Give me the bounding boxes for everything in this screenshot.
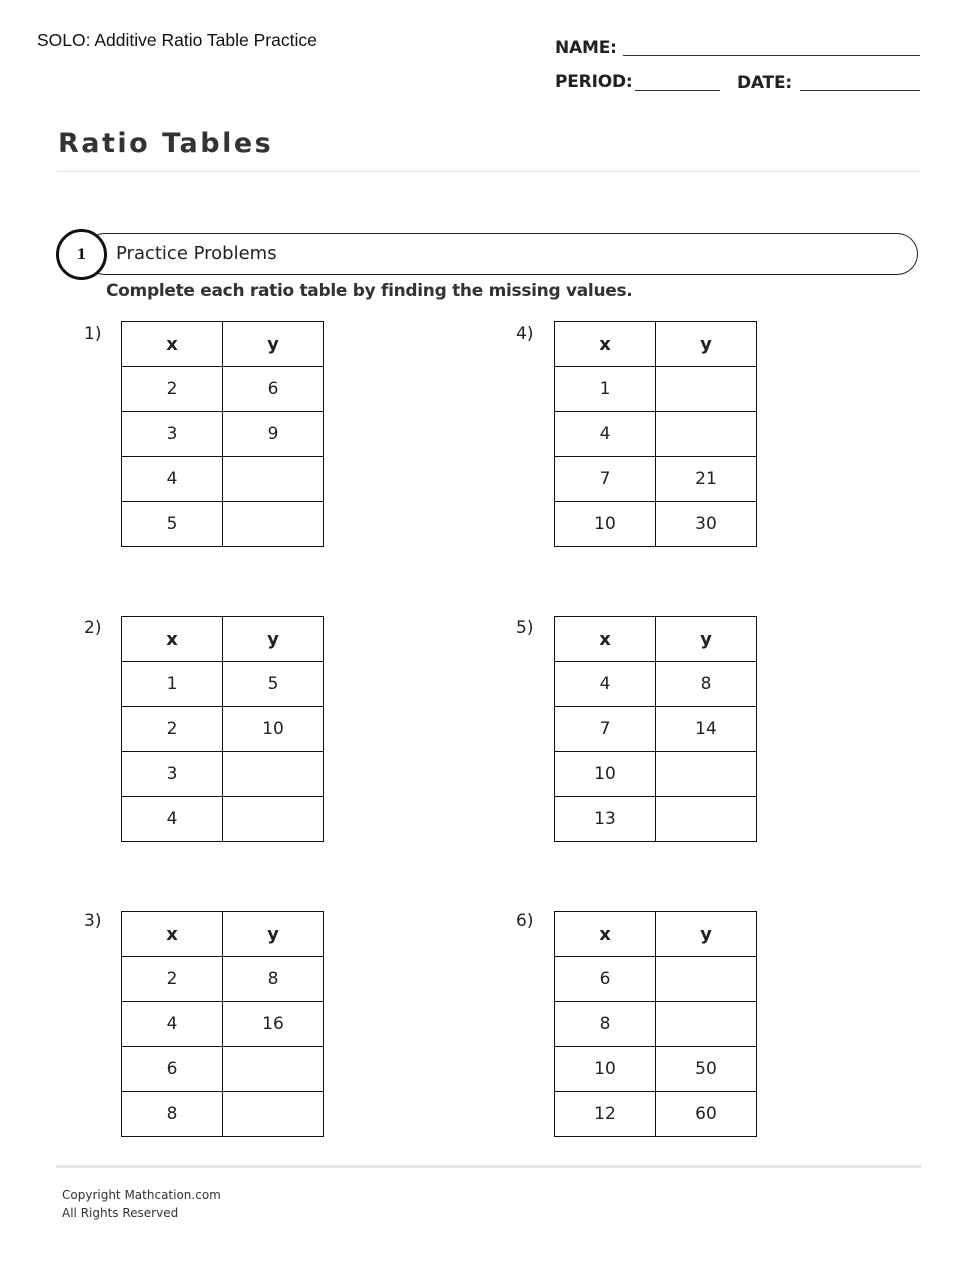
header-x: x	[555, 617, 656, 662]
table-row	[122, 797, 324, 842]
table-row	[122, 412, 324, 457]
header-x: x	[122, 617, 223, 662]
table-header-row	[122, 322, 324, 367]
answer-cell[interactable]	[223, 752, 324, 797]
y-value-cell: 10	[223, 707, 324, 752]
problem-number: 4)	[516, 324, 534, 344]
instructions: Complete each ratio table by finding the missing values.	[106, 281, 633, 301]
table-row	[122, 457, 324, 502]
y-value-cell: 21	[656, 457, 757, 502]
answer-cell[interactable]	[656, 957, 757, 1002]
period-label: PERIOD:	[555, 72, 633, 92]
table-header-row	[122, 617, 324, 662]
period-field[interactable]	[635, 90, 720, 91]
x-value-cell: 3	[122, 412, 223, 457]
table-row	[555, 662, 757, 707]
table-row	[122, 752, 324, 797]
table-header-row	[122, 912, 324, 957]
x-value-cell: 2	[122, 367, 223, 412]
y-value-cell: 8	[656, 662, 757, 707]
header-y: y	[223, 322, 324, 367]
answer-cell[interactable]	[223, 502, 324, 547]
header-y: y	[656, 617, 757, 662]
x-value-cell: 6	[555, 957, 656, 1002]
section-number-badge: 1	[56, 229, 107, 280]
x-value-cell: 10	[555, 752, 656, 797]
date-field[interactable]	[800, 90, 920, 91]
x-value-cell: 13	[555, 797, 656, 842]
name-field[interactable]	[623, 55, 920, 56]
ratio-table-5	[554, 616, 757, 842]
x-value-cell: 1	[555, 367, 656, 412]
answer-cell[interactable]	[656, 412, 757, 457]
x-value-cell: 4	[122, 1002, 223, 1047]
problem-number: 6)	[516, 911, 534, 931]
ratio-table-6	[554, 911, 757, 1137]
x-value-cell: 8	[122, 1092, 223, 1137]
answer-cell[interactable]	[223, 457, 324, 502]
table-row	[122, 367, 324, 412]
table-header-row	[555, 912, 757, 957]
table-row	[122, 502, 324, 547]
table-row	[122, 1047, 324, 1092]
y-value-cell: 30	[656, 502, 757, 547]
footer-rights: All Rights Reserved	[62, 1206, 179, 1220]
ratio-table-3	[121, 911, 324, 1137]
date-label: DATE:	[737, 73, 792, 93]
y-value-cell: 50	[656, 1047, 757, 1092]
problem-number: 2)	[84, 618, 102, 638]
header-y: y	[656, 322, 757, 367]
footer-divider	[56, 1165, 921, 1168]
answer-cell[interactable]	[656, 367, 757, 412]
x-value-cell: 10	[555, 1047, 656, 1092]
table-row	[555, 752, 757, 797]
table-row	[555, 412, 757, 457]
x-value-cell: 2	[122, 707, 223, 752]
table-row	[555, 1092, 757, 1137]
y-value-cell: 6	[223, 367, 324, 412]
document-title: SOLO: Additive Ratio Table Practice	[37, 30, 317, 50]
header-x: x	[555, 912, 656, 957]
y-value-cell: 8	[223, 957, 324, 1002]
table-row	[122, 957, 324, 1002]
table-row	[122, 662, 324, 707]
x-value-cell: 3	[122, 752, 223, 797]
table-row	[122, 707, 324, 752]
problem-number: 1)	[84, 324, 102, 344]
table-row	[555, 957, 757, 1002]
ratio-table-1	[121, 321, 324, 547]
header-y: y	[656, 912, 757, 957]
header-y: y	[223, 912, 324, 957]
y-value-cell: 14	[656, 707, 757, 752]
x-value-cell: 7	[555, 707, 656, 752]
table-row	[555, 707, 757, 752]
footer-copyright: Copyright Mathcation.com	[62, 1188, 221, 1202]
table-row	[122, 1002, 324, 1047]
table-row	[555, 367, 757, 412]
problem-number: 5)	[516, 618, 534, 638]
x-value-cell: 7	[555, 457, 656, 502]
x-value-cell: 4	[555, 662, 656, 707]
ratio-table-4	[554, 321, 757, 547]
table-row	[122, 1092, 324, 1137]
problem-number: 3)	[84, 911, 102, 931]
header-y: y	[223, 617, 324, 662]
x-value-cell: 1	[122, 662, 223, 707]
page-title: Ratio Tables	[58, 128, 274, 159]
y-value-cell: 9	[223, 412, 324, 457]
table-row	[555, 457, 757, 502]
x-value-cell: 6	[122, 1047, 223, 1092]
table-row	[555, 1047, 757, 1092]
title-divider	[57, 171, 921, 172]
y-value-cell: 60	[656, 1092, 757, 1137]
x-value-cell: 4	[555, 412, 656, 457]
section-label: Practice Problems	[116, 243, 277, 264]
answer-cell[interactable]	[656, 797, 757, 842]
table-row	[555, 502, 757, 547]
x-value-cell: 5	[122, 502, 223, 547]
table-header-row	[555, 322, 757, 367]
y-value-cell: 16	[223, 1002, 324, 1047]
table-header-row	[555, 617, 757, 662]
ratio-table-2	[121, 616, 324, 842]
answer-cell[interactable]	[223, 1047, 324, 1092]
y-value-cell: 5	[223, 662, 324, 707]
header-x: x	[122, 912, 223, 957]
x-value-cell: 4	[122, 457, 223, 502]
header-x: x	[555, 322, 656, 367]
x-value-cell: 2	[122, 957, 223, 1002]
answer-cell[interactable]	[656, 752, 757, 797]
table-row	[555, 1002, 757, 1047]
answer-cell[interactable]	[223, 1092, 324, 1137]
name-label: NAME:	[555, 38, 617, 58]
answer-cell[interactable]	[656, 1002, 757, 1047]
x-value-cell: 8	[555, 1002, 656, 1047]
x-value-cell: 10	[555, 502, 656, 547]
table-row	[555, 797, 757, 842]
header-x: x	[122, 322, 223, 367]
x-value-cell: 4	[122, 797, 223, 842]
answer-cell[interactable]	[223, 797, 324, 842]
x-value-cell: 12	[555, 1092, 656, 1137]
